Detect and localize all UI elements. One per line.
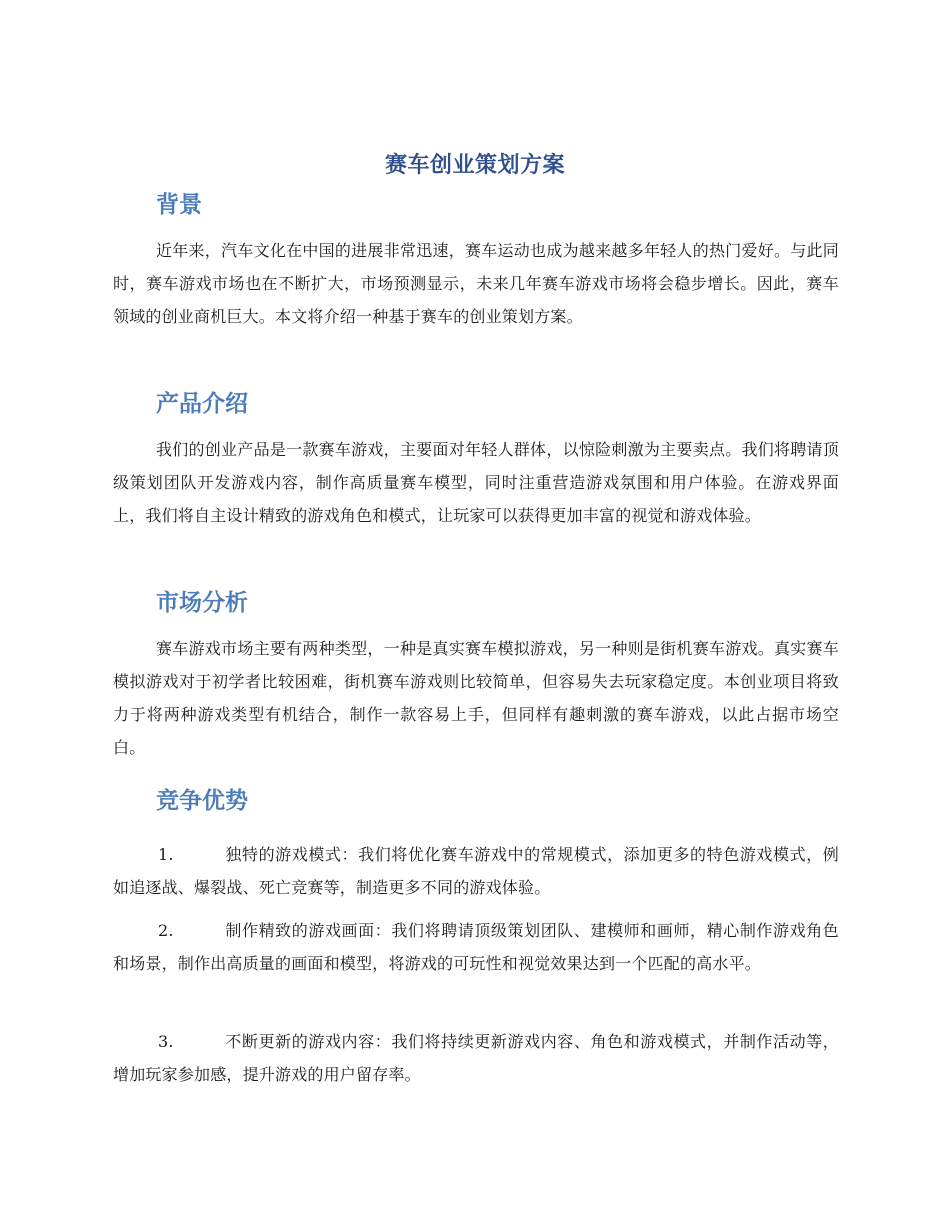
- document-title: 赛车创业策划方案: [384, 153, 565, 178]
- section-paragraph-market: 赛车游戏市场主要有两种类型，一种是真实赛车模拟游戏，另一种则是街机赛车游戏。真实赛车模拟游戏对于初学者比较困难，街机赛车游戏则比较简单，但容易失去玩家稳定度。本创业项目将致力于将两种游戏类型有机结合，制作一款容易上手，但同样有趣刺激的赛车游戏，以此占据市场空白。: [113, 639, 839, 757]
- section-paragraph-background: 近年来，汽车文化在中国的进展非常迅速，赛车运动也成为越来越多年轻人的热门爱好。与此同时，赛车游戏市场也在不断扩大，市场预测显示，未来几年赛车游戏市场将会稳步增长。因此，赛车领域的创业商机巨大。本文将介绍一种基于赛车的创业策划方案。: [113, 241, 839, 326]
- section-paragraph-product: 我们的创业产品是一款赛车游戏，主要面对年轻人群体，以惊险刺激为主要卖点。我们将聘请顶级策划团队开发游戏内容，制作高质量赛车模型，同时注重营造游戏氛围和用户体验。在游戏界面上，我们将自主设计精致的游戏角色和模式，让玩家可以获得更加丰富的视觉和游戏体验。: [113, 440, 839, 525]
- section-advantages: [113, 786, 839, 816]
- section-heading-market: 市场分析: [156, 590, 248, 616]
- section-heading-background: 背景: [156, 192, 202, 218]
- list-item: [113, 914, 839, 980]
- list-item-text: 独特的游戏模式：我们将优化赛车游戏中的常规模式，添加更多的特色游戏模式，例如追逐战、爆裂战、死亡竞赛等，制造更多不同的游戏体验。: [113, 845, 839, 897]
- list-item-text: 不断更新的游戏内容：我们将持续更新游戏内容、角色和游戏模式，并制作活动等，增加玩家参加感，提升游戏的用户留存率。: [113, 1032, 839, 1084]
- section-product: [113, 389, 839, 532]
- list-item-number: 3.: [158, 1032, 174, 1051]
- section-heading-product: 产品介绍: [156, 391, 248, 417]
- list-item-number: 2.: [158, 921, 174, 940]
- section-background: [113, 190, 839, 333]
- list-item: [113, 838, 839, 904]
- list-item: [113, 1025, 839, 1091]
- list-item-number: 1.: [158, 845, 174, 864]
- section-market: [113, 588, 839, 764]
- section-heading-advantages: 竞争优势: [156, 788, 248, 814]
- list-item-text: 制作精致的游戏画面：我们将聘请顶级策划团队、建模师和画师，精心制作游戏角色和场景，制作出高质量的画面和模型，将游戏的可玩性和视觉效果达到一个匹配的高水平。: [113, 921, 839, 973]
